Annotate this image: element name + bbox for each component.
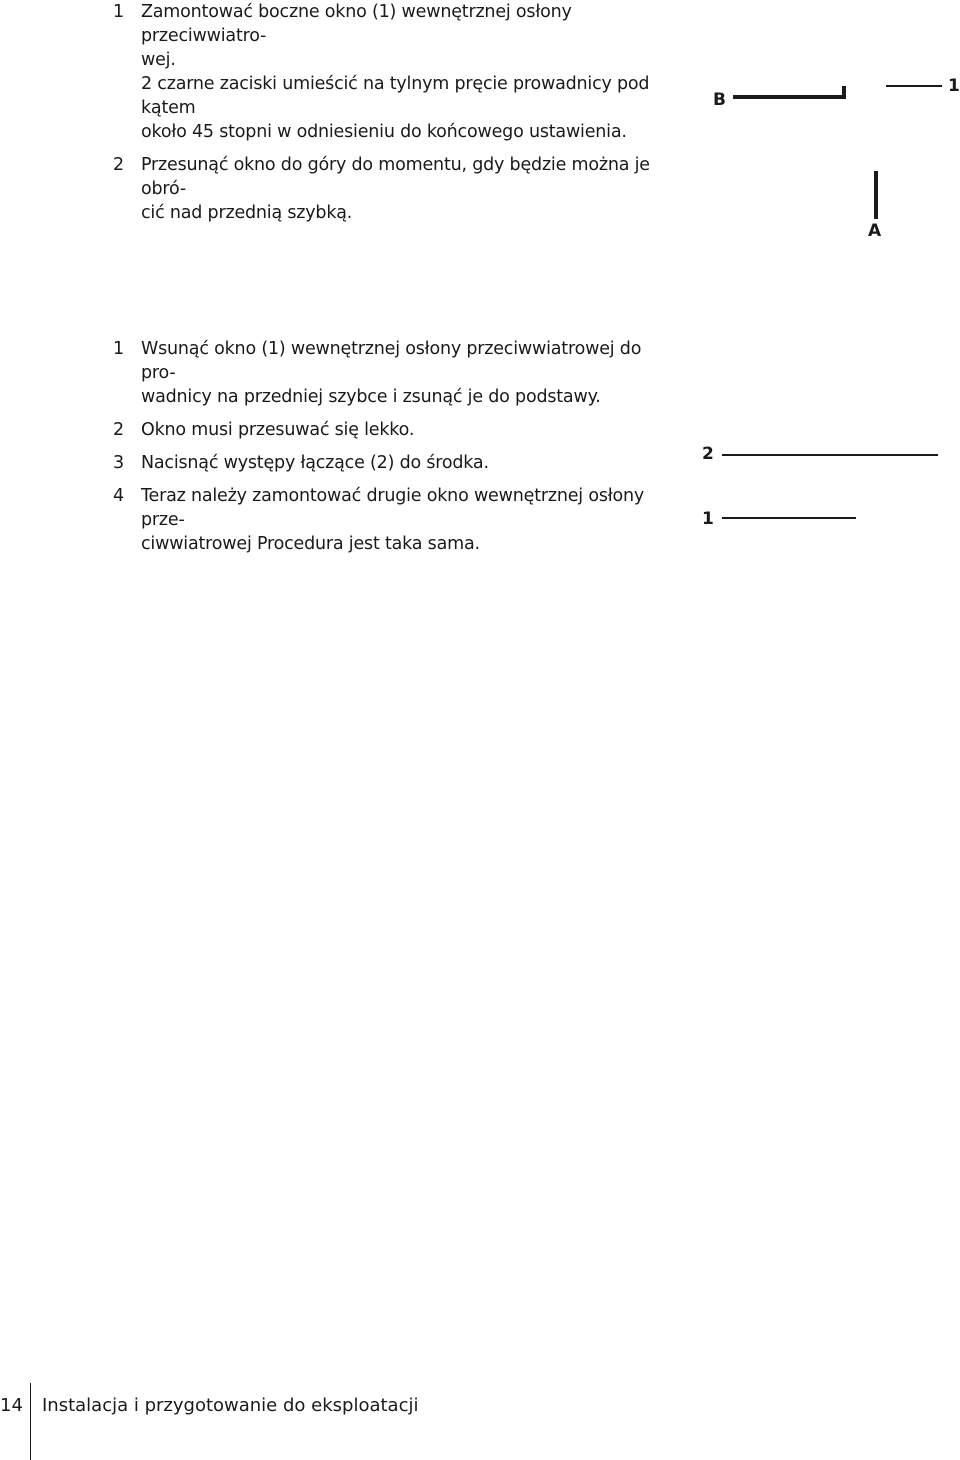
- step-number: 2: [113, 420, 124, 440]
- step-text: wadnicy na przedniej szybce i zsunąć je do podstawy.: [141, 387, 601, 407]
- step-number: 4: [113, 486, 124, 506]
- callout-leader-2: [722, 454, 938, 456]
- instruction-step: [0, 484, 680, 556]
- callout-leader-a: [874, 171, 878, 219]
- step-text: cić nad przednią szybką.: [141, 203, 353, 223]
- step-number: 2: [113, 155, 124, 175]
- page-number: 14: [0, 1395, 23, 1416]
- step-number: 1: [113, 2, 124, 22]
- step-text: Przesunąć okno do góry do momentu, gdy będzie można je obró-: [141, 155, 650, 199]
- section-title: Instalacja i przygotowanie do eksploatacji: [42, 1395, 419, 1416]
- instruction-list-bottom: [0, 337, 680, 565]
- step-number: 1: [113, 339, 124, 359]
- callout-label-a: A: [868, 221, 882, 241]
- step-text: Wsunąć okno (1) wewnętrznej osłony przeciwwiatrowej do pro-: [141, 339, 642, 383]
- callout-leader-b-tick: [842, 86, 846, 99]
- step-text: Nacisnąć występy łączące (2) do środka.: [141, 453, 489, 473]
- step-text: ciwwiatrowej Procedura jest taka sama.: [141, 534, 480, 554]
- instruction-step: [0, 337, 680, 409]
- step-text: Teraz należy zamontować drugie okno wewnętrznej osłony prze-: [141, 486, 645, 530]
- step-number: 3: [113, 453, 124, 473]
- footer-divider: [30, 1383, 31, 1460]
- instruction-step: [0, 451, 680, 475]
- callout-label-1: 1: [948, 76, 960, 96]
- callout-leader-1: [886, 85, 942, 87]
- callout-leader-b: [733, 95, 846, 99]
- instruction-step: [0, 418, 680, 442]
- step-text: Okno musi przesuwać się lekko.: [141, 420, 415, 440]
- step-text: około 45 stopni w odniesieniu do końcowego ustawienia.: [141, 122, 627, 142]
- instruction-list-top: [0, 0, 680, 234]
- step-text: wej.: [141, 50, 176, 70]
- step-text: 2 czarne zaciski umieścić na tylnym pręcie prowadnicy pod kątem: [141, 74, 650, 118]
- instruction-step: [0, 0, 680, 144]
- callout-label-1-bottom: 1: [702, 509, 714, 529]
- callout-label-2: 2: [702, 444, 714, 464]
- callout-leader-1-bottom: [722, 517, 856, 519]
- callout-label-b: B: [713, 90, 726, 110]
- step-text: Zamontować boczne okno (1) wewnętrznej osłony przeciwwiatro-: [141, 2, 572, 46]
- instruction-step: [0, 153, 680, 225]
